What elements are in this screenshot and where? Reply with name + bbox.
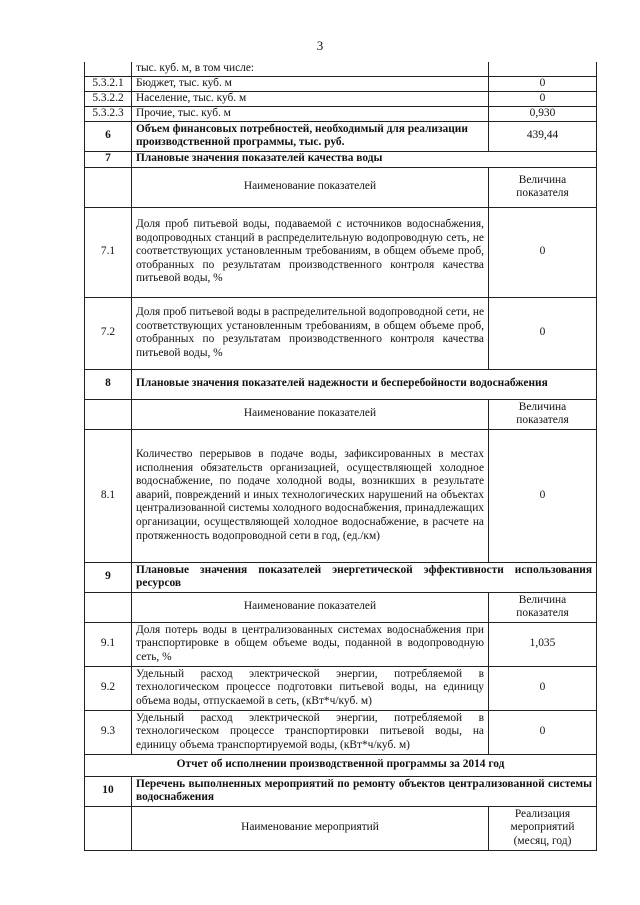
column-header-name: Наименование показателей — [132, 167, 489, 207]
row-number: 7.2 — [85, 297, 132, 369]
row-value: 0 — [489, 76, 597, 91]
header-row — [85, 399, 597, 429]
header-row — [85, 592, 597, 622]
table-row — [85, 207, 597, 297]
column-header-name: Наименование показателей — [132, 592, 489, 622]
section-title: Плановые значения показателей надежности и бесперебойности водоснабжения — [132, 369, 597, 399]
row-text: Доля потерь воды в централизованных системах водоснабжения при транспортировке в общем объеме воды, поданной в водопроводную сеть, % — [132, 622, 489, 666]
row-value: 0 — [489, 207, 597, 297]
section-row — [85, 369, 597, 399]
section-title: Плановые значения показателей качества воды — [132, 151, 597, 167]
row-text: Объем финансовых потребностей, необходимый для реализации производственной программы, тыс. руб. — [132, 121, 489, 151]
row-value: 1,035 — [489, 622, 597, 666]
page-number: 3 — [316, 38, 324, 53]
column-header-name: Наименование показателей — [132, 399, 489, 429]
row-text: Удельный расход электрической энергии, потребляемой в технологическом процессе подготовки питьевой воды, на единицу объема воды, отпускаемой в сеть, (кВт*ч/куб. м) — [132, 666, 489, 710]
column-header-value: Величина показателя — [489, 399, 597, 429]
row-number: 5.3.2.2 — [85, 91, 132, 106]
table-row — [85, 622, 597, 666]
table-row — [85, 121, 597, 151]
section-number: 9 — [85, 562, 132, 592]
row-number: 5.3.2.1 — [85, 76, 132, 91]
row-text: тыс. куб. м, в том числе: — [132, 62, 489, 76]
column-header-name: Наименование мероприятий — [132, 806, 489, 850]
program-table — [84, 62, 597, 851]
row-value: 0 — [489, 297, 597, 369]
row-number: 6 — [85, 121, 132, 151]
report-title: Отчет об исполнении производственной программы за 2014 год — [85, 754, 597, 776]
section-row — [85, 776, 597, 806]
section-title: Перечень выполненных мероприятий по ремонту объектов централизованной системы водоснабжения — [132, 776, 597, 806]
section-number: 7 — [85, 151, 132, 167]
row-number: 8.1 — [85, 429, 132, 562]
section-number: 10 — [85, 776, 132, 806]
row-number: 5.3.2.3 — [85, 106, 132, 121]
row-value: 0,930 — [489, 106, 597, 121]
row-number: 9.1 — [85, 622, 132, 666]
table-row — [85, 106, 597, 121]
report-row — [85, 754, 597, 776]
row-text: Доля проб питьевой воды в распределительной водопроводной сети, не соответствующих установленным требованиям, в общем объеме проб, отобранных по результатам производственного контроля качества питьевой воды, % — [132, 297, 489, 369]
table-row — [85, 666, 597, 710]
table-row — [85, 76, 597, 91]
row-value: 0 — [489, 710, 597, 754]
header-row — [85, 167, 597, 207]
row-value: 0 — [489, 429, 597, 562]
table-row — [85, 710, 597, 754]
column-header-value: Реализация мероприятий (месяц, год) — [489, 806, 597, 850]
row-number: 9.2 — [85, 666, 132, 710]
section-row — [85, 562, 597, 592]
row-text: Удельный расход электрической энергии, потребляемой в технологическом процессе транспортировки питьевой воды, на единицу объема транспортируемой воды, (кВт*ч/куб. м) — [132, 710, 489, 754]
table-row — [85, 91, 597, 106]
row-number: 9.3 — [85, 710, 132, 754]
row-number: 7.1 — [85, 207, 132, 297]
table-row — [85, 297, 597, 369]
column-header-value: Величина показателя — [489, 167, 597, 207]
section-row — [85, 151, 597, 167]
column-header-value: Величина показателя — [489, 592, 597, 622]
section-number: 8 — [85, 369, 132, 399]
row-text: Доля проб питьевой воды, подаваемой с источников водоснабжения, водопроводных станций в распределительную водопроводную сеть, не соответствующих установленным требованиям, в общем объеме проб, отобранных по результатам производственного контроля качества питьевой воды, % — [132, 207, 489, 297]
header-row — [85, 806, 597, 850]
row-text: Бюджет, тыс. куб. м — [132, 76, 489, 91]
table-row — [85, 62, 597, 76]
row-text: Население, тыс. куб. м — [132, 91, 489, 106]
row-value: 0 — [489, 91, 597, 106]
row-value: 0 — [489, 666, 597, 710]
row-text: Количество перерывов в подаче воды, зафиксированных в местах исполнения обязательств организацией, осуществляющей холодное водоснабжение, по подаче холодной воды, возникших в результате аварий, повреждений и иных технологических нарушений на объектах централизованной системы холодного водоснабжения, принадлежащих организации, осуществляющей холодное водоснабжение, в расчете на протяженность водопроводной сети в год, (ед./км) — [132, 429, 489, 562]
row-text: Прочие, тыс. куб. м — [132, 106, 489, 121]
section-title: Плановые значения показателей энергетической эффективности использования ресурсов — [132, 562, 597, 592]
row-value: 439,44 — [489, 121, 597, 151]
table-row — [85, 429, 597, 562]
